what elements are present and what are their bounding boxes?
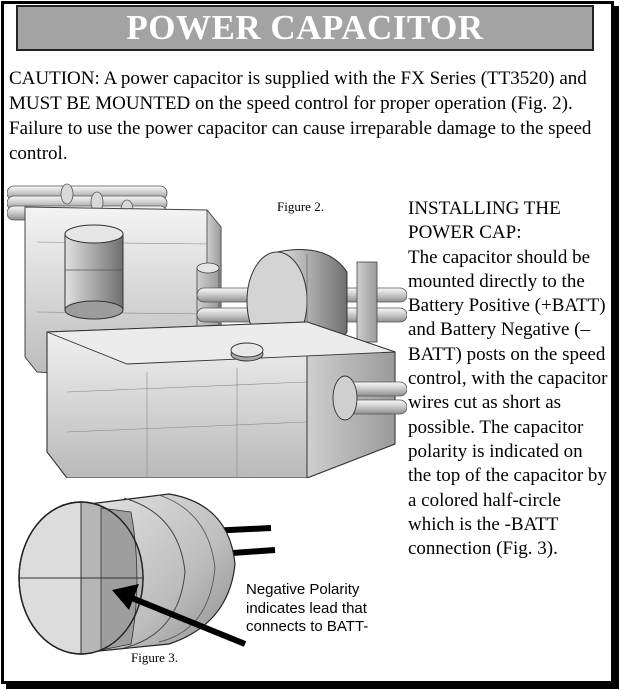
housing-capacitor bbox=[65, 225, 123, 319]
speed-control-figure bbox=[7, 182, 407, 478]
battery-post-lower bbox=[231, 343, 263, 361]
capacitor-polarity-figure bbox=[9, 484, 279, 664]
title-banner bbox=[16, 5, 594, 51]
installing-instructions bbox=[408, 197, 608, 561]
frame-shadow-right bbox=[614, 6, 619, 689]
negative-polarity-note: Negative Polarity indicates lead that connects to BATT- bbox=[246, 581, 369, 635]
frame-shadow-bottom bbox=[6, 684, 619, 689]
page-title: POWER CAPACITOR bbox=[126, 8, 484, 47]
figure-3-label: Figure 3. bbox=[131, 650, 178, 665]
installing-heading: INSTALLING THE POWER CAP: bbox=[408, 198, 561, 244]
capacitor-end-face bbox=[19, 502, 143, 654]
caution-paragraph: CAUTION: A power capacitor is supplied with the FX Series (TT3520) and MUST BE MOUNTED on the speed control for proper operation (Fig. 2). Failure to use the power capacitor can cause irreparable damage to the speed control. bbox=[9, 68, 592, 164]
figure-2-label: Figure 2. bbox=[277, 199, 324, 214]
installing-body: The capacitor should be mounted directly to the Battery Positive (+BATT) and Battery Negative (–BATT) posts on the speed control, with the capacitor wires cut as short as possible. The capacitor polarity is indicated on the top of the capacitor by a colored half-circle which is the -BATT connection (Fig. 3). bbox=[408, 246, 608, 560]
negative-polarity-half bbox=[101, 508, 137, 650]
mount-bracket bbox=[357, 262, 377, 342]
